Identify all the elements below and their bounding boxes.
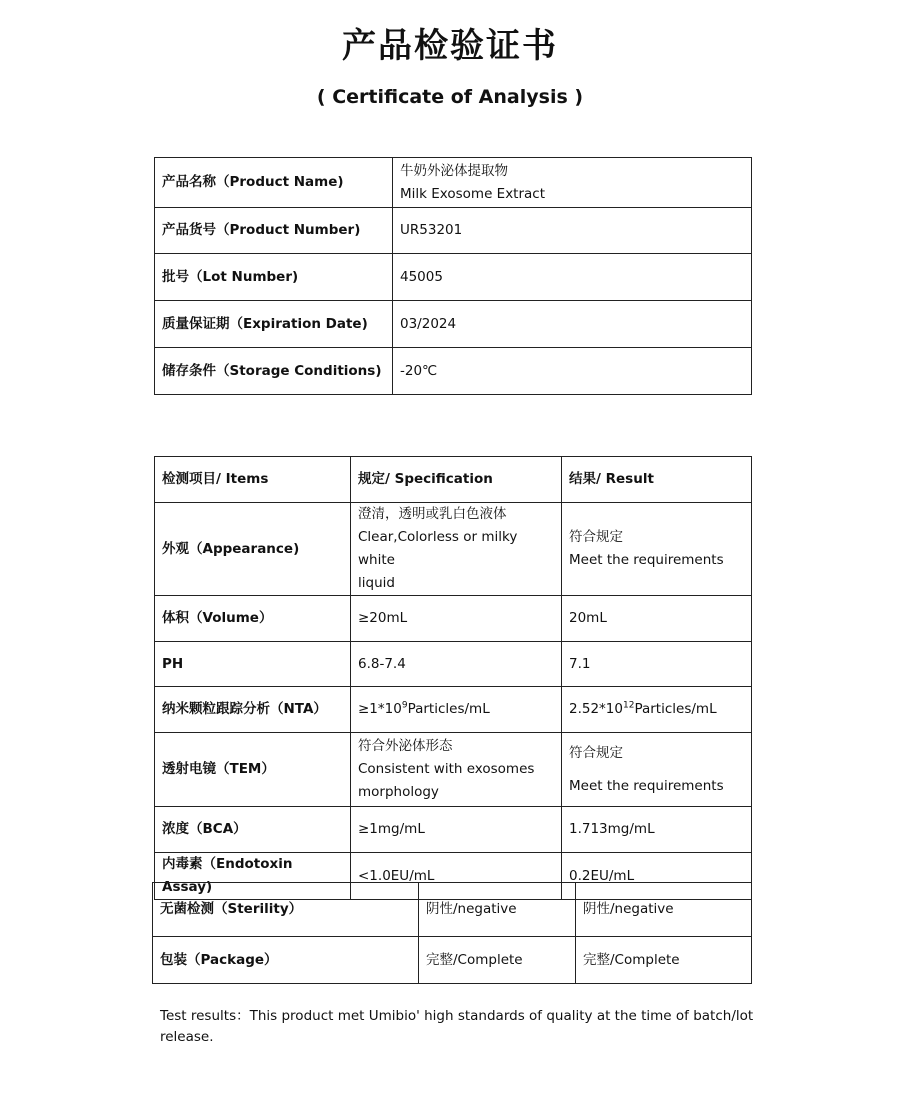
- spec-row-bca: [155, 807, 752, 853]
- header-result: 结果/ Result: [562, 457, 752, 503]
- extra-item: 无菌检测（Sterility）: [153, 883, 419, 937]
- test-results-text: This product met Umibio' high standards of quality at the time of batch/lot release.: [160, 1008, 754, 1045]
- info-row-expiration-date: [155, 301, 752, 348]
- info-label: 产品货号（Product Number): [155, 208, 393, 254]
- info-value: 45005: [393, 254, 752, 301]
- spec-line: liquid: [358, 575, 395, 591]
- spec-unit: Particles/mL: [407, 701, 490, 717]
- spec-line: morphology: [358, 784, 439, 800]
- result-value: 7.1: [562, 642, 752, 687]
- info-row-product-name: [155, 158, 752, 208]
- spec-item: 外观（Appearance): [155, 503, 351, 596]
- info-value-line-cn: 牛奶外泌体提取物: [400, 162, 508, 179]
- spec-item: 纳米颗粒跟踪分析（NTA）: [155, 687, 351, 733]
- info-value-line-en: Milk Exosome Extract: [400, 185, 546, 202]
- result-value: [562, 503, 752, 596]
- spec-line: 符合外泌体形态: [358, 738, 453, 754]
- result-line: 符合规定: [569, 529, 623, 545]
- spec-row-volume: [155, 596, 752, 642]
- info-label: 产品名称（Product Name): [155, 158, 393, 208]
- result-value: [562, 733, 752, 807]
- result-value: 20mL: [562, 596, 752, 642]
- spec-base: ≥1*10: [358, 701, 402, 717]
- spec-value: [351, 503, 562, 596]
- info-label: 批号（Lot Number): [155, 254, 393, 301]
- spec-row-appearance: [155, 503, 752, 596]
- spec-line: Consistent with exosomes: [358, 761, 535, 777]
- header-items: 检测项目/ Items: [155, 457, 351, 503]
- spec-exponent: 9: [401, 700, 408, 711]
- spec-item: 浓度（BCA）: [155, 807, 351, 853]
- spec-value: ≥20mL: [351, 596, 562, 642]
- info-row-product-number: [155, 208, 752, 254]
- result-unit: Particles/mL: [634, 701, 717, 717]
- spec-row-nta: [155, 687, 752, 733]
- extra-result: 完整/Complete: [576, 937, 752, 984]
- info-value: UR53201: [393, 208, 752, 254]
- spec-row-tem: [155, 733, 752, 807]
- extra-result: 阴性/negative: [576, 883, 752, 937]
- extra-spec: 阴性/negative: [419, 883, 576, 937]
- info-value: 03/2024: [393, 301, 752, 348]
- document-title: 产品检验证书: [342, 26, 558, 66]
- spec-header-row: [155, 457, 752, 503]
- spec-item: 体积（Volume）: [155, 596, 351, 642]
- spec-value: ≥1mg/mL: [351, 807, 562, 853]
- extra-row-sterility: [153, 883, 752, 937]
- spec-item: 透射电镜（TEM）: [155, 733, 351, 807]
- test-results-label: Test results：: [160, 1008, 250, 1024]
- header-specification: 规定/ Specification: [351, 457, 562, 503]
- result-line: Meet the requirements: [569, 552, 724, 568]
- extra-spec: 完整/Complete: [419, 937, 576, 984]
- result-exponent: 12: [623, 700, 635, 711]
- specification-table: [154, 456, 752, 900]
- spec-value: [351, 733, 562, 807]
- result-value: [562, 687, 752, 733]
- spec-value: [351, 687, 562, 733]
- spec-value: 6.8-7.4: [351, 642, 562, 687]
- extra-item: 包装（Package）: [153, 937, 419, 984]
- result-value: 0.2EU/mL: [562, 853, 752, 900]
- document-subtitle: ( Certificate of Analysis ): [316, 86, 584, 108]
- spec-line: 澄清，透明或乳白色液体: [358, 506, 507, 522]
- spec-item: 内毒素（Endotoxin Assay): [155, 853, 351, 900]
- result-base: 2.52*10: [569, 701, 623, 717]
- info-label: 储存条件（Storage Conditions): [155, 348, 393, 395]
- spec-value: <1.0EU/mL: [351, 853, 562, 900]
- product-info-table: [154, 157, 752, 395]
- result-value: 1.713mg/mL: [562, 807, 752, 853]
- result-line: 符合规定: [569, 744, 623, 761]
- info-row-storage-conditions: [155, 348, 752, 395]
- spec-row-ph: [155, 642, 752, 687]
- info-value: -20℃: [393, 348, 752, 395]
- info-label: 质量保证期（Expiration Date): [155, 301, 393, 348]
- spec-line: Clear,Colorless or milky white: [358, 529, 518, 568]
- info-row-lot-number: [155, 254, 752, 301]
- spec-item: PH: [155, 642, 351, 687]
- extra-row-package: [153, 937, 752, 984]
- test-results-note: [160, 1006, 760, 1048]
- extra-test-table: [152, 882, 752, 984]
- result-line: Meet the requirements: [569, 777, 724, 794]
- info-value: [393, 158, 752, 208]
